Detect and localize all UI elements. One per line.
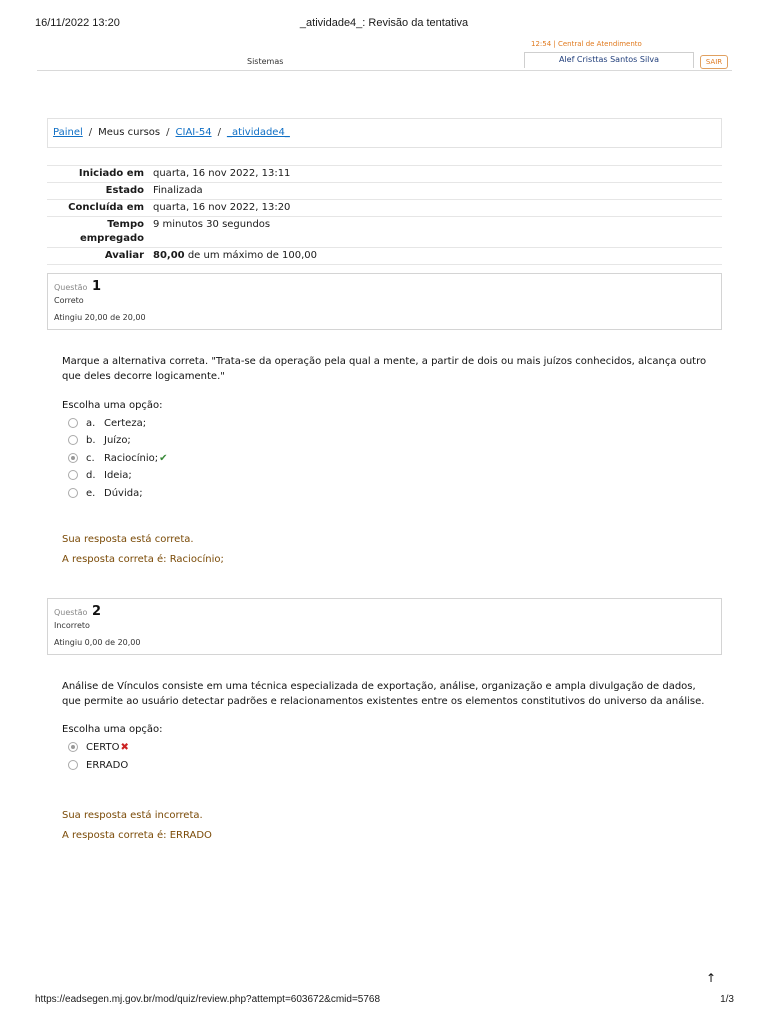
question-2-prompt: Escolha uma opção: [62, 724, 163, 735]
question-state: Incorreto [54, 621, 90, 630]
summary-value: quarta, 16 nov 2022, 13:11 [153, 168, 291, 179]
option-label: Certeza; [104, 417, 147, 429]
option-label: ERRADO [86, 759, 129, 771]
question-2-option-certo[interactable] [68, 740, 129, 754]
question-grade: Atingiu 0,00 de 20,00 [54, 638, 141, 647]
radio-button-selected[interactable] [68, 742, 78, 752]
question-1-option-a[interactable] [68, 416, 146, 430]
print-page-title: _atividade4_: Revisão da tentativa [299, 17, 469, 29]
sistemas-menu[interactable]: Sistemas [247, 57, 284, 66]
option-label: Juízo; [104, 434, 131, 446]
radio-button-selected[interactable] [68, 453, 78, 463]
question-1-info [47, 273, 722, 330]
option-label: Raciocínio; [104, 452, 159, 464]
question-2-right-answer: A resposta correta é: ERRADO [62, 830, 212, 841]
option-label: CERTO [86, 741, 120, 753]
print-url: https://eadsegen.mj.gov.br/mod/quiz/review.php?attempt=603672&cmid=5768 [35, 994, 381, 1005]
question-number: 2 [91, 604, 101, 619]
radio-button[interactable] [68, 760, 78, 770]
print-header [35, 17, 733, 31]
question-2-feedback: Sua resposta está incorreta. [62, 810, 203, 821]
breadcrumb-separator: / [88, 127, 93, 138]
question-2-option-errado[interactable] [68, 758, 128, 772]
breadcrumb [47, 118, 722, 148]
grade-max: de um máximo de 100,00 [184, 250, 318, 261]
summary-label: Iniciado em [78, 168, 144, 179]
radio-button[interactable] [68, 418, 78, 428]
breadcrumb-separator: / [166, 127, 170, 138]
breadcrumb-activity[interactable]: _atividade4_ [226, 127, 290, 138]
summary-value: 9 minutos 30 segundos [153, 219, 271, 230]
option-letter: c. [86, 452, 95, 464]
question-2-text: Análise de Vínculos consiste em uma técnica especializada de exportação, análise, organização e ampla divulgação de dados, que permite ao usuário detectar padrões e relacionamentos existentes entre os elementos constitutivos do universo da análise. [62, 681, 705, 707]
option-letter: a. [86, 417, 96, 429]
print-datetime: 16/11/2022 13:20 [35, 17, 120, 29]
breadcrumb-painel[interactable]: Painel [53, 127, 83, 138]
summary-row-time [47, 217, 722, 248]
summary-row-grade [47, 248, 722, 265]
summary-value: quarta, 16 nov 2022, 13:20 [153, 202, 291, 213]
option-label: Ideia; [104, 469, 132, 481]
summary-value: Finalizada [153, 185, 203, 196]
summary-row-state [47, 183, 722, 200]
grade-value: 80,00 [153, 250, 185, 261]
summary-label: Avaliar [104, 250, 144, 261]
site-topbar [37, 40, 732, 71]
arrow-up-icon[interactable]: ↑ [705, 971, 717, 985]
breadcrumb-course[interactable]: CIAI-54 [175, 127, 212, 138]
question-1-option-e[interactable] [68, 486, 143, 500]
check-icon: ✔ [159, 452, 168, 464]
summary-label: Estado [105, 185, 144, 196]
summary-label: Tempo empregado [79, 219, 144, 244]
summary-row-started [47, 166, 722, 183]
radio-button[interactable] [68, 488, 78, 498]
option-letter: b. [86, 434, 96, 446]
logout-button[interactable]: SAIR [700, 55, 728, 69]
radio-button[interactable] [68, 470, 78, 480]
question-1-prompt: Escolha uma opção: [62, 400, 163, 411]
question-2-info [47, 598, 722, 655]
question-label: Questão [54, 608, 88, 617]
question-number: 1 [91, 279, 101, 294]
question-1-option-c[interactable] [68, 451, 168, 465]
question-state: Correto [54, 296, 84, 305]
question-1-option-b[interactable] [68, 433, 131, 447]
option-label: Dúvida; [104, 487, 143, 499]
cross-icon: ✖ [120, 741, 129, 753]
summary-value [150, 248, 722, 264]
help-desk-info: 12:54 | Central de Atendimento [531, 40, 642, 48]
question-1-right-answer: A resposta correta é: Raciocínio; [62, 554, 224, 565]
question-label: Questão [54, 283, 88, 292]
radio-button[interactable] [68, 435, 78, 445]
print-page-number: 1/3 [720, 994, 734, 1005]
user-name[interactable]: Alef Cristtas Santos Silva [524, 52, 694, 68]
question-1-text: Marque a alternativa correta. "Trata-se da operação pela qual a mente, a partir de dois ou mais juízos conhecidos, alcança outro que deles decorre logicamente." [62, 356, 707, 382]
question-1-feedback: Sua resposta está correta. [62, 534, 194, 545]
attempt-summary-table [47, 165, 722, 265]
breadcrumb-meus-cursos: Meus cursos [98, 127, 161, 138]
question-1-option-d[interactable] [68, 468, 132, 482]
breadcrumb-separator: / [217, 127, 221, 138]
summary-label: Concluída em [68, 202, 144, 213]
question-grade: Atingiu 20,00 de 20,00 [54, 313, 146, 322]
option-letter: e. [86, 487, 96, 499]
option-letter: d. [86, 469, 96, 481]
summary-row-completed [47, 200, 722, 217]
